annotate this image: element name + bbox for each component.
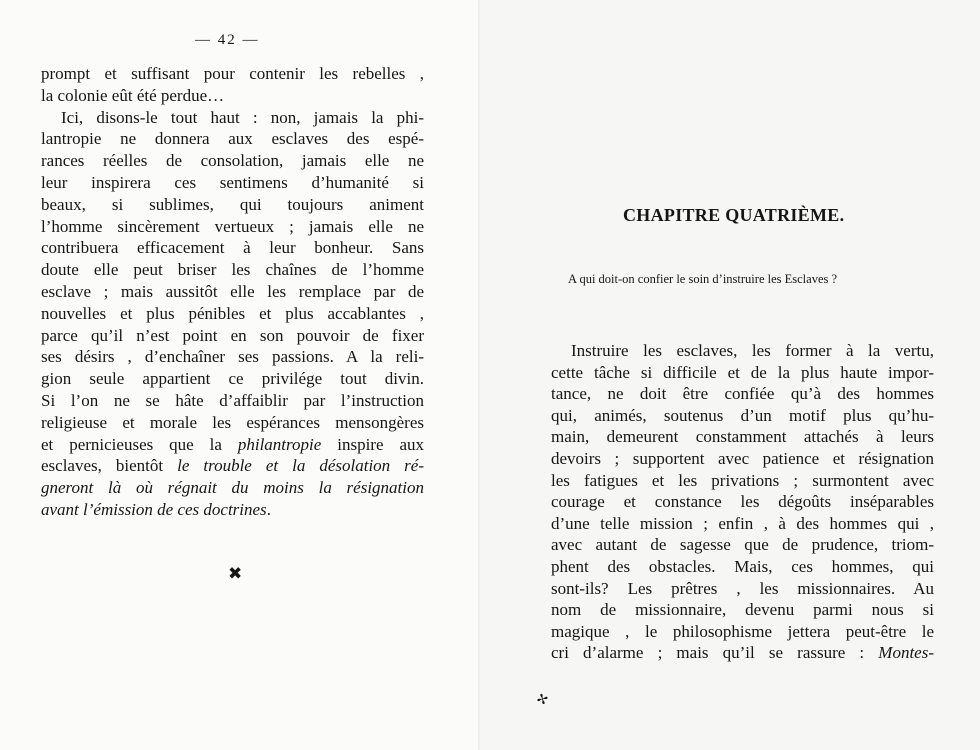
text-line: courage et constance les dégoûts inséparables (551, 492, 934, 512)
italic-text: avant l’émission de ces doctrines (41, 499, 267, 519)
text-segment: et pernicieuses que la (41, 434, 238, 454)
italic-text: Montes- (878, 643, 934, 663)
text-line: gion seule appartient ce privilége tout divin. (41, 369, 424, 389)
text-line: magique , le philosophisme jettera peut-être le (551, 621, 934, 641)
text-line: nouvelles et plus pénibles et plus accablantes , (41, 303, 424, 323)
text-segment: . (266, 499, 271, 519)
text-line: parce qu’il n’est point en son pouvoir de fixer (41, 325, 424, 345)
text-line: Ici, disons-le tout haut : non, jamais la phi- (61, 107, 424, 127)
text-line: prompt et suffisant pour contenir les rebelles , (41, 64, 424, 83)
text-line: devoirs ; supportent avec patience et résignation (551, 448, 934, 468)
text-line (41, 455, 424, 477)
text-line (41, 499, 424, 521)
text-line: tance, ne doit être confiée qu’à des hommes (551, 384, 934, 404)
text-line: contribuera efficacement à leur bonheur. Sans (41, 238, 424, 258)
text-line: Instruire les esclaves, les former à la vertu, (571, 341, 934, 360)
italic-text: le trouble et la désolation ré- (177, 456, 424, 476)
text-line: doute elle peut briser les chaînes de l’homme (41, 260, 424, 280)
chapter-title: CHAPITRE QUATRIÈME. (623, 205, 845, 225)
text-line: l’homme sincèrement vertueux ; jamais elle ne (41, 216, 424, 236)
ornament-icon: ✢ (535, 691, 551, 710)
text-line: d’une telle mission ; enfin , à des hommes qui , (551, 513, 934, 533)
text-line: qui, animés, soutenus d’un motif plus qu’hu- (551, 405, 934, 425)
text-line: Si l’on ne se hâte d’affaiblir par l’instruction (41, 390, 424, 410)
page-number: — 42 — (195, 32, 260, 48)
text-line: main, demeurent constamment attachés à leurs (551, 427, 934, 447)
text-line: la colonie eût été perdue… (41, 85, 225, 105)
text-line: phent des obstacles. Mais, ces hommes, qui (551, 556, 934, 576)
italic-text: gneront là où régnait du moins la résignation (41, 478, 424, 498)
left-page-text (41, 63, 424, 521)
text-segment: inspire aux (321, 434, 424, 454)
text-segment: esclaves, bientôt (41, 456, 178, 476)
text-line: leur inspirera ces sentimens d’humanité si (41, 172, 424, 192)
ornament-icon: ✖ (228, 564, 243, 583)
text-line (41, 477, 424, 499)
italic-text: philantropie (237, 434, 322, 454)
text-line: rances réelles de consolation, jamais elle ne (41, 151, 424, 171)
left-page (0, 0, 480, 750)
text-line: beaux, si sublimes, qui toujours animent (41, 194, 424, 214)
text-line: nom de missionnaire, devenu parmi nous si (551, 600, 934, 620)
right-page-text (551, 340, 934, 664)
chapter-subtitle: A qui doit-on confier le soin d’instruire les Esclaves ? (568, 272, 838, 286)
text-segment: cri d’alarme ; mais qu’il se rassure : (551, 643, 879, 663)
text-line (41, 434, 424, 456)
text-line (551, 642, 934, 664)
text-line: religieuse et morale les espérances mensongères (41, 412, 424, 432)
text-line: les fatigues et les privations ; surmontent avec (551, 470, 934, 490)
text-line: esclave ; mais aussitôt elle les remplace par de (41, 281, 424, 301)
text-line: ses désirs , d’enchaîner ses passions. A la reli- (41, 347, 424, 367)
text-line: lantropie ne donnera aux esclaves des espé- (41, 129, 424, 149)
text-line: avec autant de sagesse que de prudence, triom- (551, 535, 934, 555)
text-line: sont-ils? Les prêtres , les missionnaires. Au (551, 578, 934, 598)
text-line: cette tâche si difficile et de la plus haute impor- (551, 362, 934, 382)
